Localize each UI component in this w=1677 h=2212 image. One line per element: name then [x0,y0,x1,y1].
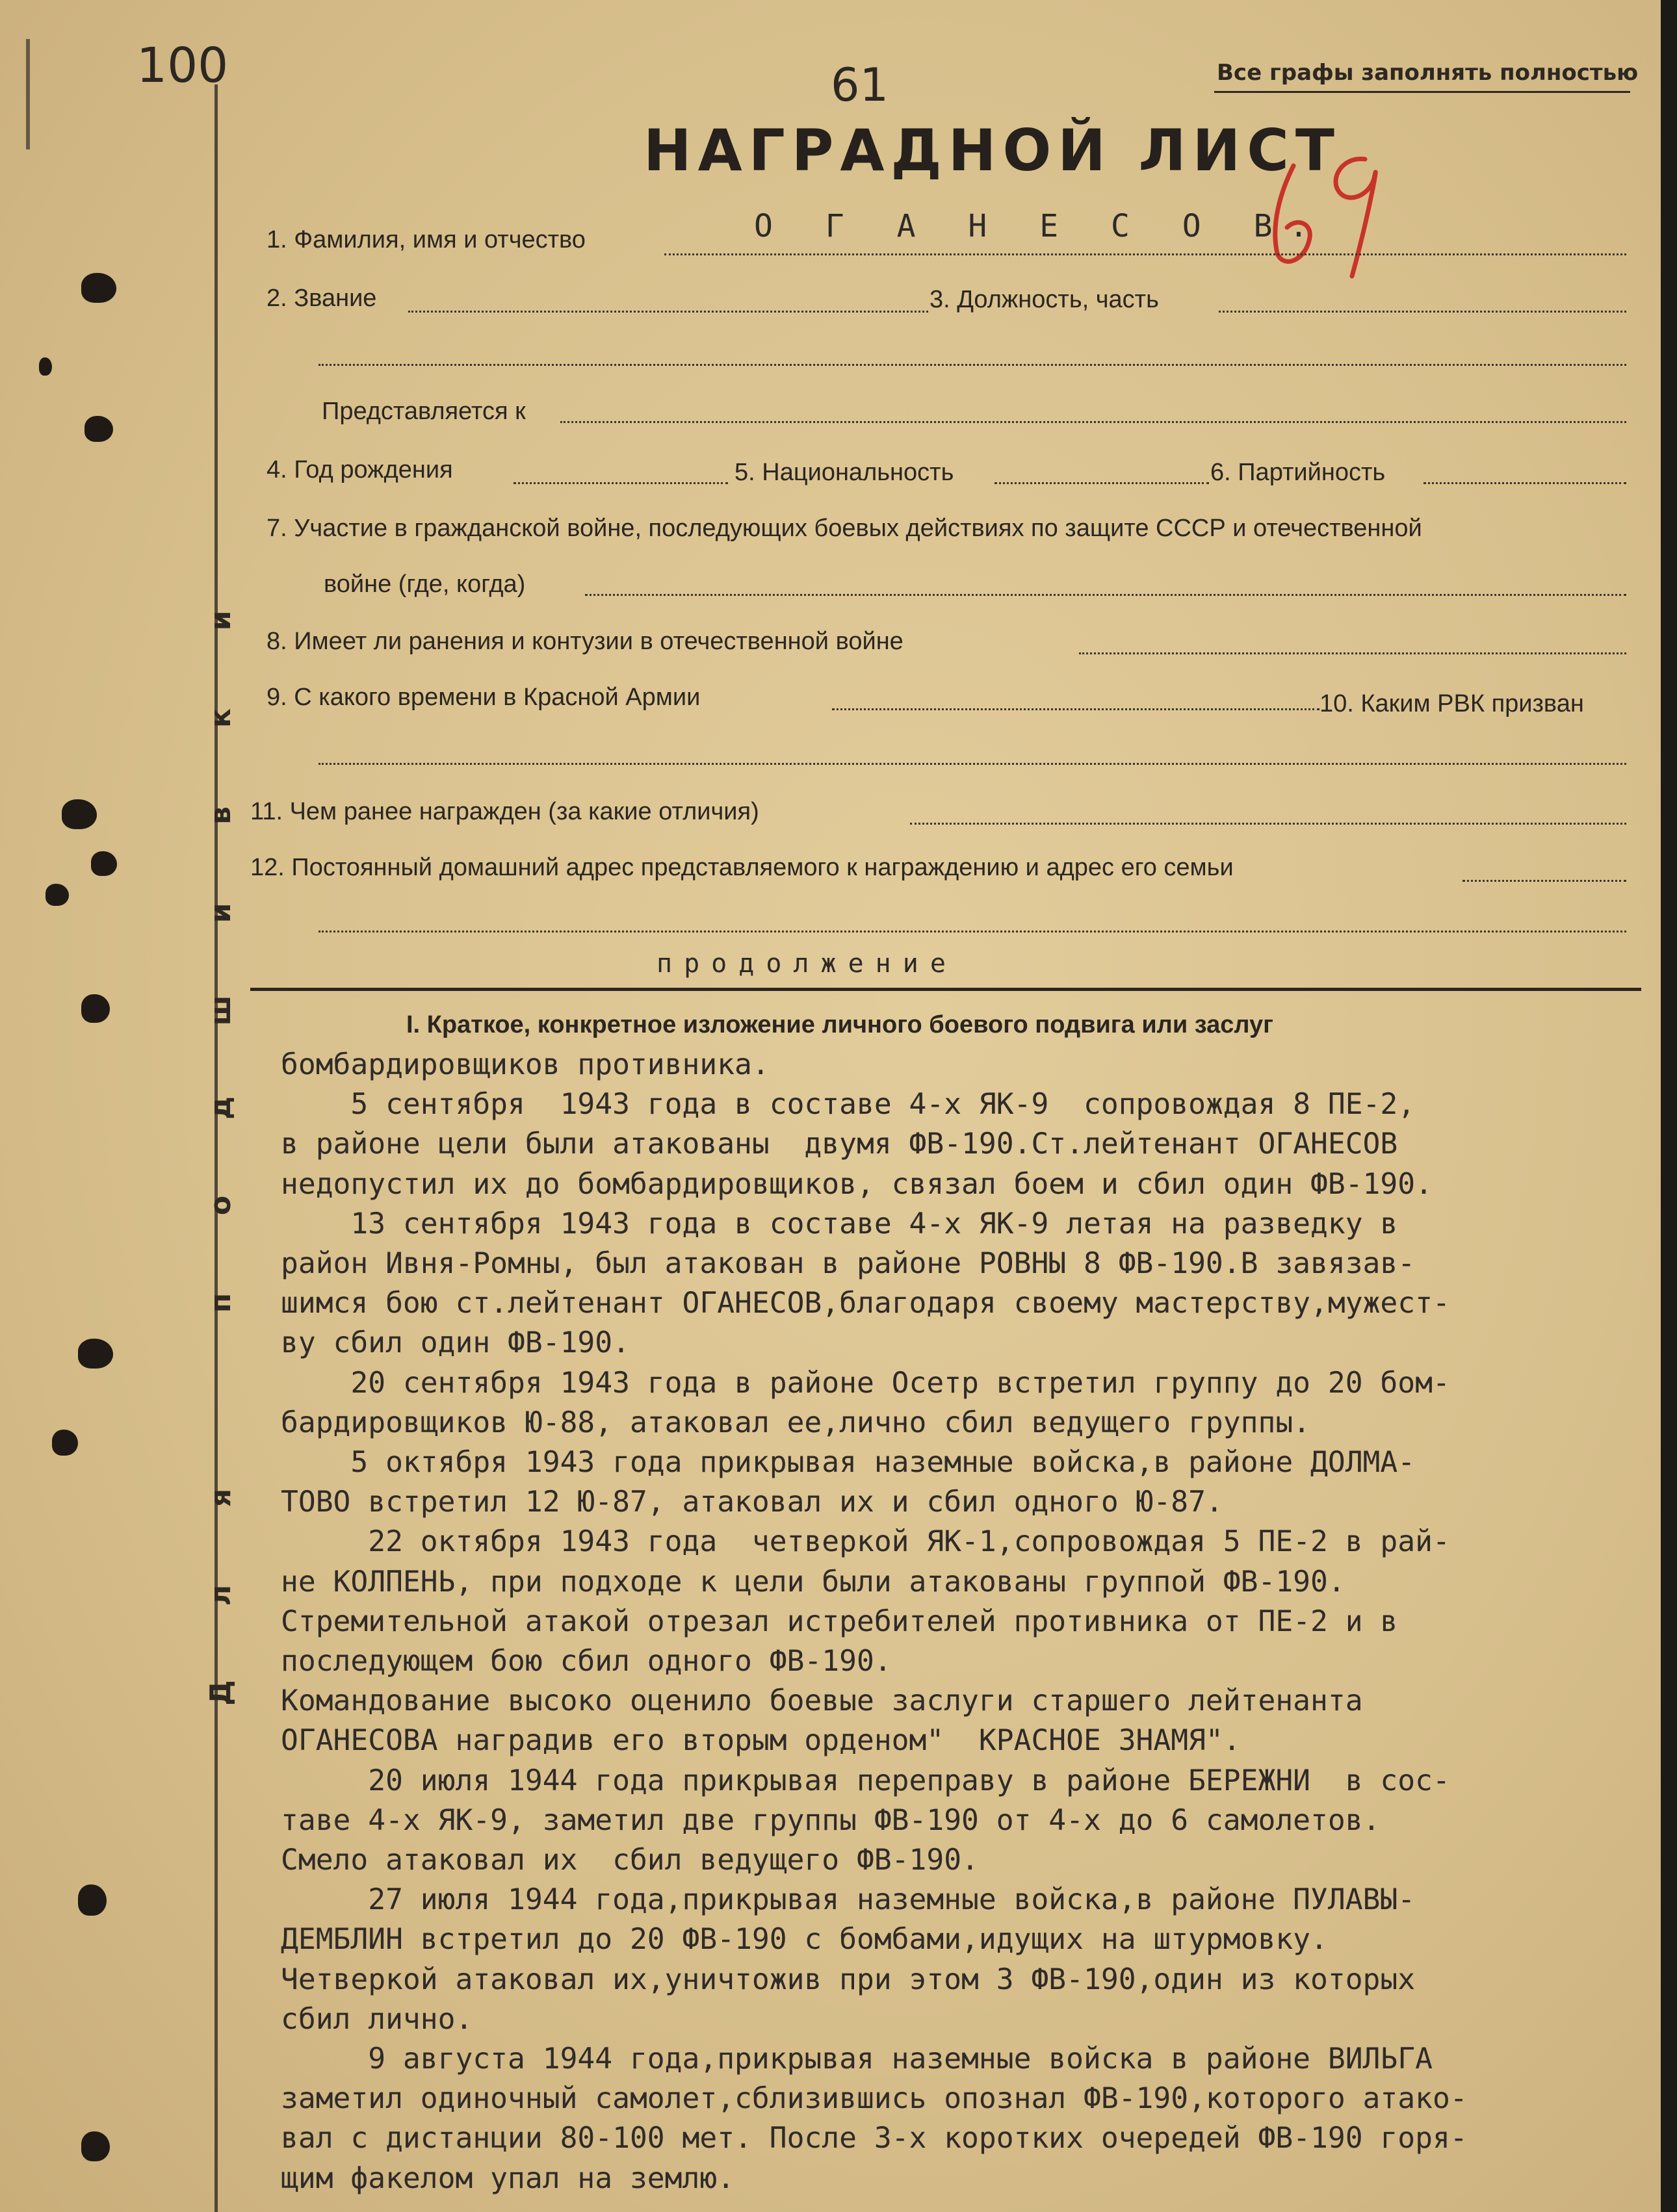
narrative-line: район Ивня-Ромны, был атакован в районе РОВНЫ 8 ФВ-190.В завязав- [281,1246,1416,1280]
field-8-line [1079,652,1626,654]
narrative-line: в районе цели были атакованы двумя ФВ-190.Ст.лейтенант ОГАНЕСОВ [281,1127,1398,1161]
binding-margin-letter: в [204,806,237,825]
narrative-line: 13 сентября 1943 года в составе 4-х ЯК-9 летая на разведку в [281,1206,1398,1241]
field-7-label-continued: войне (где, когда) [324,571,526,598]
narrative-line: вал с дистанции 80-100 мет. После 3-х коротких очередей ФВ-190 горя- [281,2121,1468,2155]
binding-margin-letter: д [204,1096,237,1120]
punch-hole [91,851,117,876]
binding-margin-letter [172,1381,270,1420]
field-7-line [585,594,1626,596]
narrative-line: не КОЛПЕНЬ, при подходе к цели были атакованы группой ФВ-190. [281,1564,1346,1599]
narrative-line: ву сбил один ФВ-190. [281,1326,630,1360]
document-title: НАГРАДНОЙ ЛИСТ [644,117,1341,184]
field-5-label: 5. Национальность [734,459,954,486]
narrative-line: недопустил их до бомбардировщиков, связал боем и сбил один ФВ-190. [281,1166,1433,1201]
field-11-line [910,823,1626,825]
narrative-line: ДЕМБЛИН встретил до 20 ФВ-190 с бомбами,идущих на штурмовку. [281,1922,1328,1957]
punch-hole [81,2131,110,2161]
narrative-line: 5 октября 1943 года прикрывая наземные войска,в районе ДОЛМА- [281,1445,1416,1479]
presented-line [560,421,1626,423]
field-5-line [994,482,1209,484]
field-10-label: 10. Каким РВК призван [1320,690,1584,717]
narrative-line: Командование высоко оценило боевые заслуги старшего лейтенанта [281,1684,1363,1718]
field-4-label: 4. Год рождения [266,456,453,483]
binding-margin-letter: Д [204,1680,237,1706]
field-12-line-continued [318,931,1626,932]
binding-margin-letter: о [204,1195,237,1216]
field-3-label: 3. Должность, часть [930,286,1159,313]
binding-margin-letter: п [204,1292,237,1313]
narrative-line: заметил одиночный самолет,сблизившись опознал ФВ-190,которого атако- [281,2081,1468,2116]
narrative-line: Стремительной атакой отрезал истребителей противника от ПЕ-2 и в [281,1604,1398,1638]
binding-margin-letter: и [204,610,237,631]
binding-margin-letter: и [204,903,237,923]
narrative-line: 20 июля 1944 года прикрывая переправу в районе БЕРЕЖНИ в сос- [281,1763,1450,1797]
punch-hole [46,884,69,906]
field-9-line [832,708,1320,710]
punch-hole [52,1430,78,1456]
section-header: I. Краткое, конкретное изложение личного боевого подвига или заслуг [406,1011,1273,1038]
field-8-label: 8. Имеет ли ранения и контузии в отечественной войне [266,628,904,655]
narrative-line: таве 4-х ЯК-9, заметил две группы ФВ-190 от 4-х до 6 самолетов. [281,1803,1381,1837]
left-edge-mark [26,39,30,149]
punch-hole [81,273,116,303]
field-10-line [318,763,1626,765]
punch-hole [78,1339,113,1369]
field-3-line-continued [318,364,1626,366]
narrative-line: 5 сентября 1943 года в составе 4-х ЯК-9 сопровождая 8 ПЕ-2, [281,1087,1416,1122]
narrative-line: шимся бою ст.лейтенант ОГАНЕСОВ,благодаря своему мастерству,мужест- [281,1286,1450,1320]
binding-margin-letter: ш [204,995,237,1026]
field-11-label: 11. Чем ранее награжден (за какие отличия) [250,798,759,825]
narrative-line: ТОВО встретил 12 Ю-87, атаковал их и сбил одного Ю-87. [281,1485,1223,1519]
field-2-line [408,311,928,313]
punch-hole [78,1884,107,1916]
field-12-line [1462,880,1626,882]
continuation-label: продолжение [656,949,957,979]
narrative-line: 22 октября 1943 года четверкой ЯК-1,сопровождая 5 ПЕ-2 в рай- [281,1524,1450,1559]
field-4-line [514,482,728,484]
binding-margin-letter: я [204,1488,237,1508]
punch-hole [39,357,52,376]
fill-instruction: Все графы заполнять полностью [1217,60,1639,86]
field-7-label: 7. Участие в гражданской войне, последующих боевых действиях по защите СССР и отечественной [266,515,1422,542]
narrative-line: ОГАНЕСОВА наградив его вторым орденом" КРАСНОЕ ЗНАМЯ". [281,1723,1241,1758]
narrative-line: 20 сентября 1943 года в районе Осетр встретил группу до 20 бом- [281,1365,1450,1400]
field-6-line [1424,482,1626,484]
punch-hole [62,799,97,829]
narrative-line: Смело атаковал их сбил ведущего ФВ-190. [281,1843,979,1877]
narrative-line: бомбардировщиков противника. [281,1048,770,1081]
narrative-line: сбил лично. [281,2001,473,2036]
punch-hole [81,994,110,1023]
sheet-number: 100 [136,38,229,94]
narrative-line: бардировщиков Ю-88, атаковал ее,лично сбил ведущего группы. [281,1405,1311,1439]
punch-hole [84,416,113,442]
narrative-line: 9 августа 1944 года,прикрывая наземные войска в районе ВИЛЬГА [281,2042,1433,2076]
field-1-value: О Г А Н Е С О В. [754,208,1325,244]
presented-label: Представляется к [322,398,526,425]
field-2-label: 2. Звание [266,285,377,312]
field-3-line [1219,311,1626,313]
binding-margin-letter: л [204,1584,237,1606]
binding-margin-text [202,572,240,1742]
field-12-label: 12. Постоянный домашний адрес представляемого к награждению и адрес его семьи [250,854,1234,881]
field-6-label: 6. Партийность [1210,459,1386,486]
narrative-line: щим факелом упал на землю. [281,2161,735,2195]
narrative-line: Четверкой атаковал их,уничтожив при этом 3 ФВ-190,один из которых [281,1962,1416,1996]
field-9-label: 9. С какого времени в Красной Армии [266,684,701,711]
narrative-line: 27 июля 1944 года,прикрывая наземные войска,в районе ПУЛАВЫ- [281,1883,1416,1917]
binding-margin-letter: к [204,708,237,728]
section-divider [250,988,1641,991]
field-1-label: 1. Фамилия, имя и отчество [266,226,586,253]
instruction-underline [1214,91,1630,93]
field-1-line [664,253,1626,255]
page-number: 61 [831,58,889,112]
narrative-line: последующем бою сбил одного ФВ-190. [281,1644,892,1678]
